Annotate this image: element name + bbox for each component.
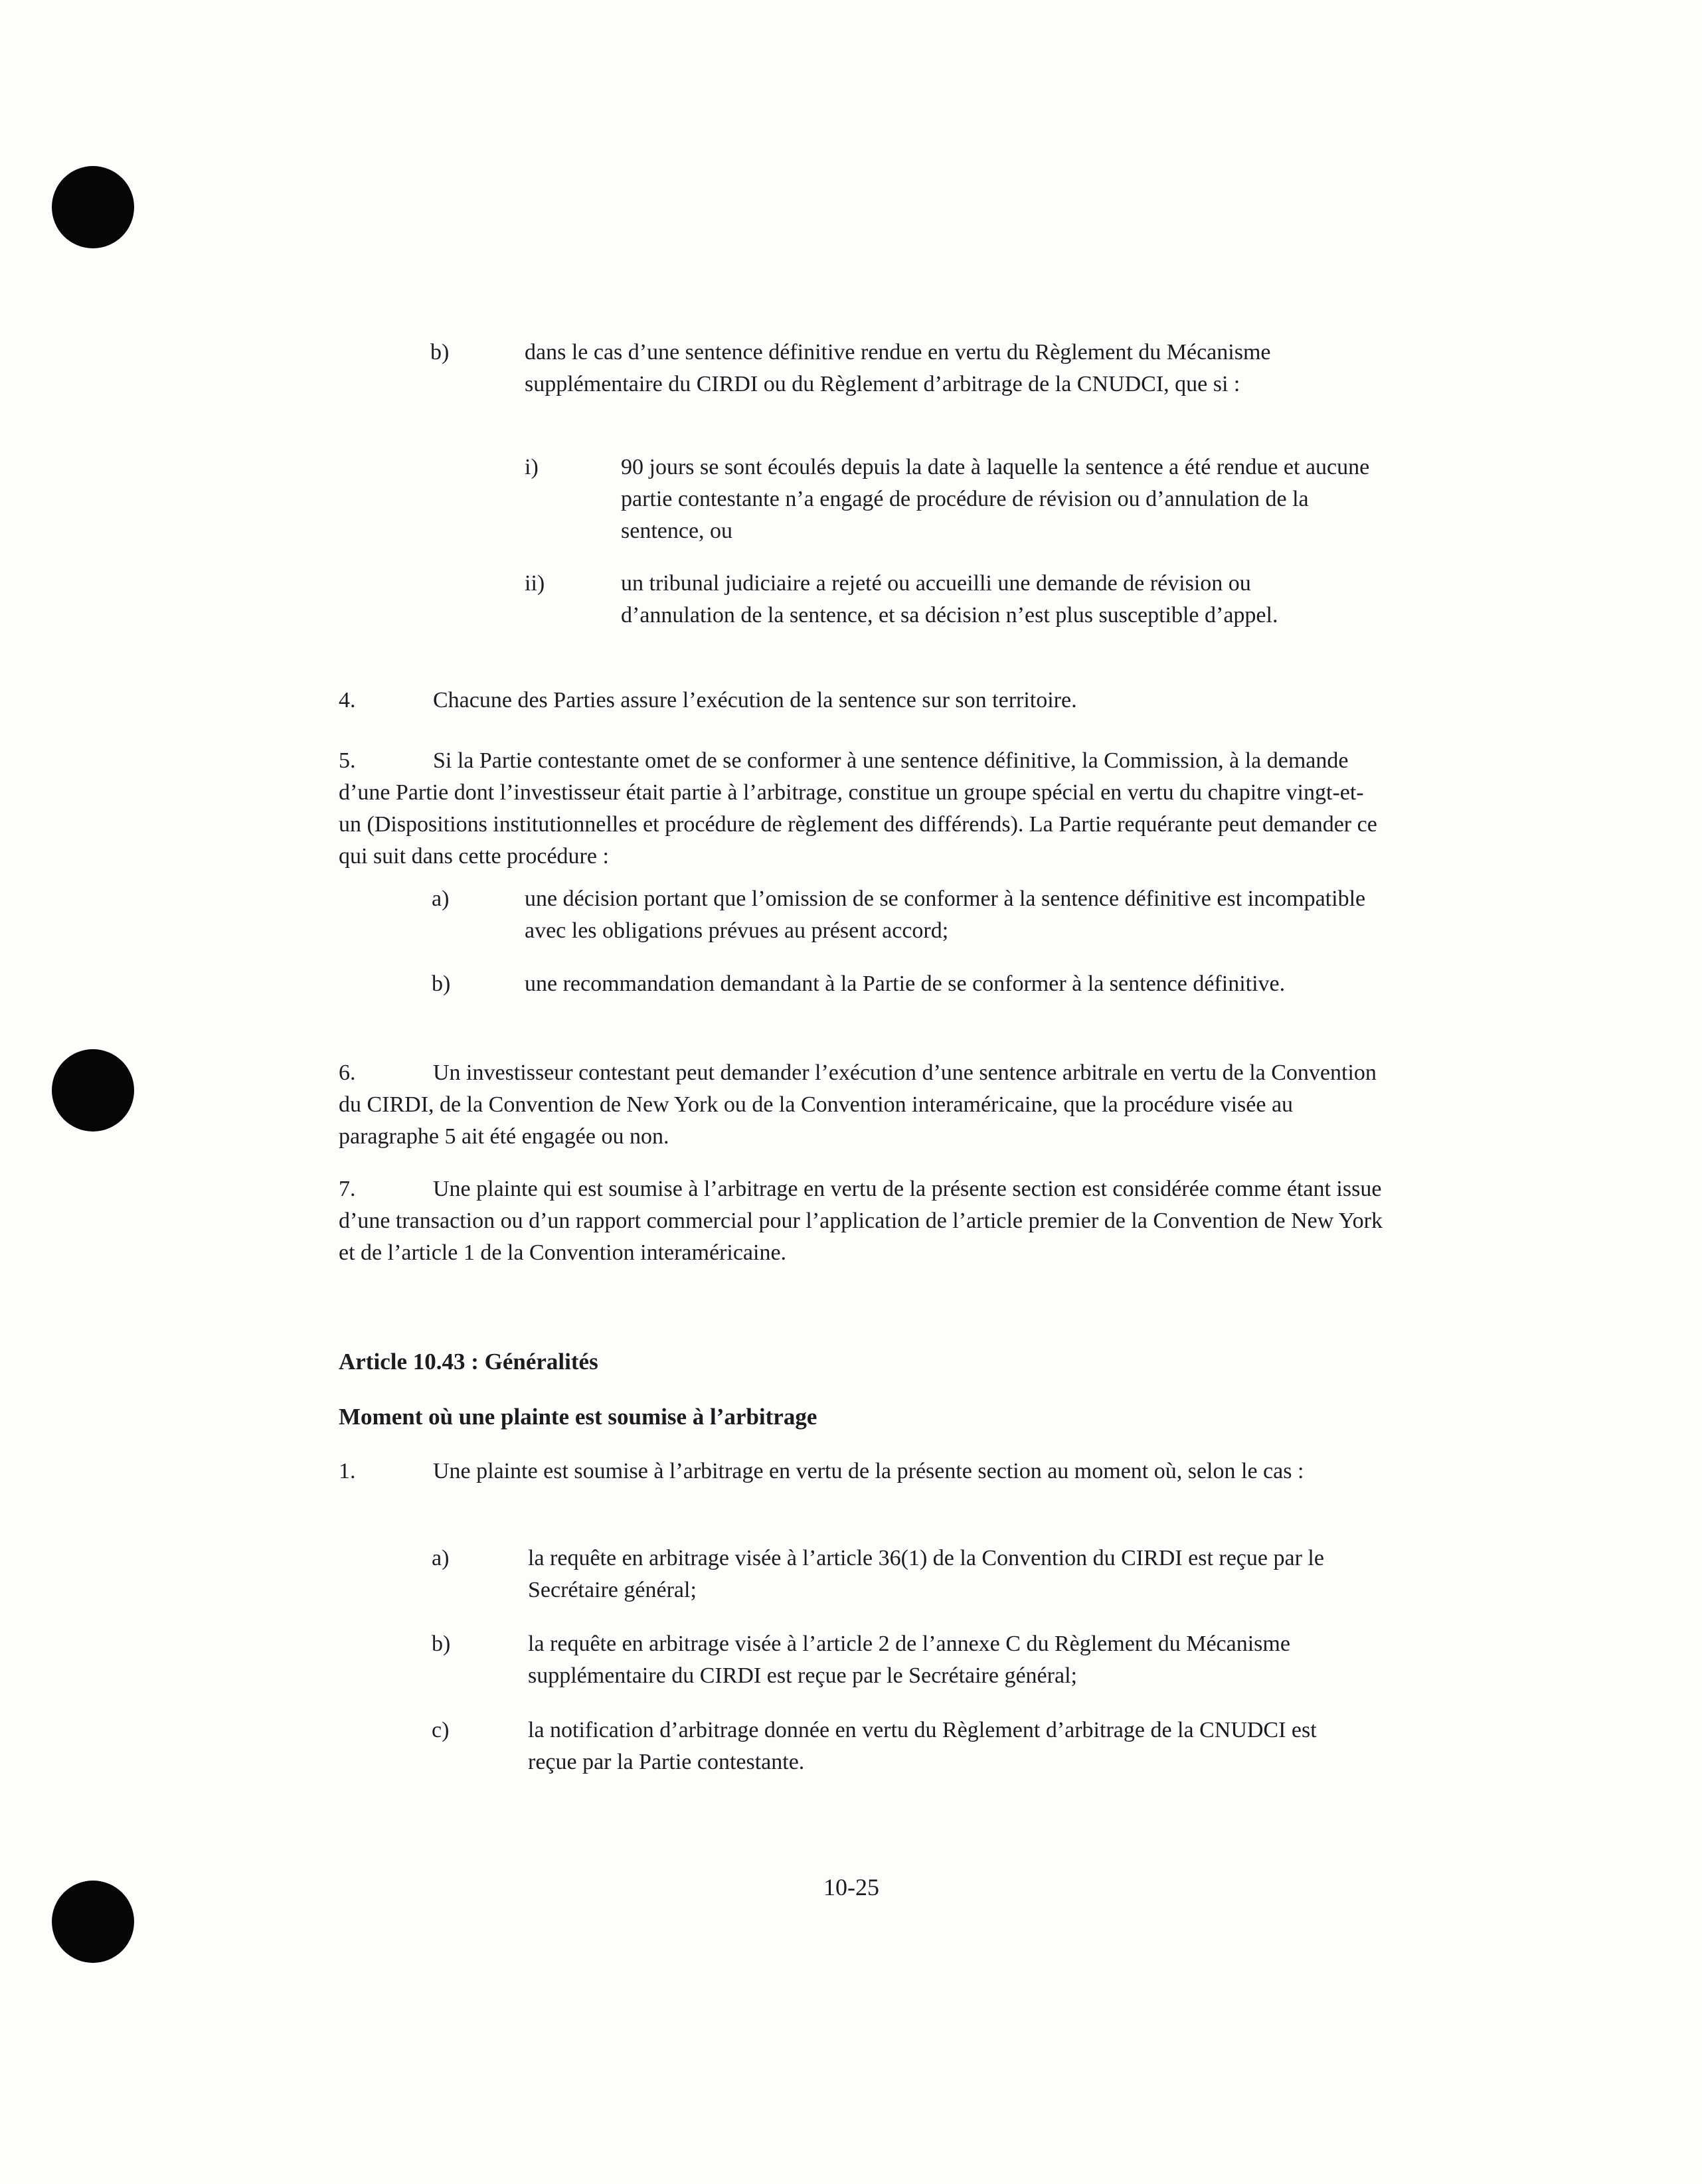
paragraph-ii-court-decision: un tribunal judiciaire a rejeté ou accueilli une demande de révision ou d’annulation de la sentence, et sa décision n’est plus susceptible d’appel. xyxy=(621,571,1278,628)
paragraph-5b-text: une recommandation demandant à la Partie de se conformer à la sentence définitive. xyxy=(525,971,1286,996)
paragraph-i-ninety-days: 90 jours se sont écoulés depuis la date à laquelle la sentence a été rendue et aucune partie contestante n’a engagé de procédure de révision ou d’annulation de la sentence, ou xyxy=(621,455,1370,543)
paragraph-7-text: Une plainte qui est soumise à l’arbitrage en vertu de la présente section est considérée comme étant issue d’une transaction ou d’un rapport commercial pour l’application de l’article premier de la Convention de New York et de l’article 1 de la Convention interaméricaine. xyxy=(339,1177,1383,1265)
list-label-i: i) xyxy=(525,455,539,479)
paragraph-number-4: 4. xyxy=(339,688,356,713)
list-label-5a: a) xyxy=(432,886,450,911)
article-paragraph-number-1: 1. xyxy=(339,1459,356,1483)
article-list-label-b: b) xyxy=(432,1632,451,1656)
paragraph-7 xyxy=(339,1173,1388,1269)
paragraph-number-6: 6. xyxy=(339,1060,356,1085)
paragraph-5a-text: une décision portant que l’omission de se conformer à la sentence définitive est incompatible avec les obligations prévues au présent accord; xyxy=(525,886,1366,943)
article-paragraph-1 xyxy=(339,1456,1375,1487)
punch-hole-top xyxy=(52,166,134,248)
page-number: 10-25 xyxy=(823,1874,879,1900)
paragraph-6 xyxy=(339,1057,1388,1153)
article-item-c-text: la notification d’arbitrage donnée en vertu du Règlement d’arbitrage de la CNUDCI est reçue par la Partie contestante. xyxy=(528,1718,1317,1774)
paragraph-number-7: 7. xyxy=(339,1177,356,1201)
list-label-ii: ii) xyxy=(525,571,545,596)
paragraph-4-text: Chacune des Parties assure l’exécution de la sentence sur son territoire. xyxy=(433,688,1077,713)
section-subheading: Moment où une plainte est soumise à l’arbitrage xyxy=(339,1404,817,1430)
article-heading: Article 10.43 : Généralités xyxy=(339,1349,598,1375)
article-item-b-text: la requête en arbitrage visée à l’article 2 de l’annexe C du Règlement du Mécanisme supplémentaire du CIRDI est reçue par le Secrétaire général; xyxy=(528,1632,1290,1688)
article-list-label-a: a) xyxy=(432,1546,450,1570)
list-label-b: b) xyxy=(430,340,450,365)
paragraph-6-text: Un investisseur contestant peut demander l’exécution d’une sentence arbitrale en vertu de la Convention du CIRDI, de la Convention de New York ou de la Convention interaméricaine, que la procédure visée au paragraphe 5 ait été engagée ou non. xyxy=(339,1060,1377,1149)
article-paragraph-1-text: Une plainte est soumise à l’arbitrage en vertu de la présente section au moment où, selon le cas : xyxy=(433,1459,1304,1483)
punch-hole-middle xyxy=(52,1049,134,1132)
article-list-label-c: c) xyxy=(432,1718,450,1742)
article-item-a-text: la requête en arbitrage visée à l’article 36(1) de la Convention du CIRDI est reçue par le Secrétaire général; xyxy=(528,1546,1324,1602)
list-label-5b: b) xyxy=(432,971,451,996)
punch-hole-bottom xyxy=(52,1881,134,1963)
paragraph-b-final-award: dans le cas d’une sentence définitive rendue en vertu du Règlement du Mécanisme supplémentaire du CIRDI ou du Règlement d’arbitrage de la CNUDCI, que si : xyxy=(525,340,1271,396)
paragraph-5-text: Si la Partie contestante omet de se conformer à une sentence définitive, la Commission, à la demande d’une Partie dont l’investisseur était partie à l’arbitrage, constitue un groupe spécial en vertu du chapitre vingt-et-un (Dispositions institutionnelles et procédure de règlement des différends). La Partie requérante peut demander ce qui suit dans cette procédure : xyxy=(339,748,1377,869)
paragraph-number-5: 5. xyxy=(339,748,356,773)
paragraph-5 xyxy=(339,745,1381,873)
